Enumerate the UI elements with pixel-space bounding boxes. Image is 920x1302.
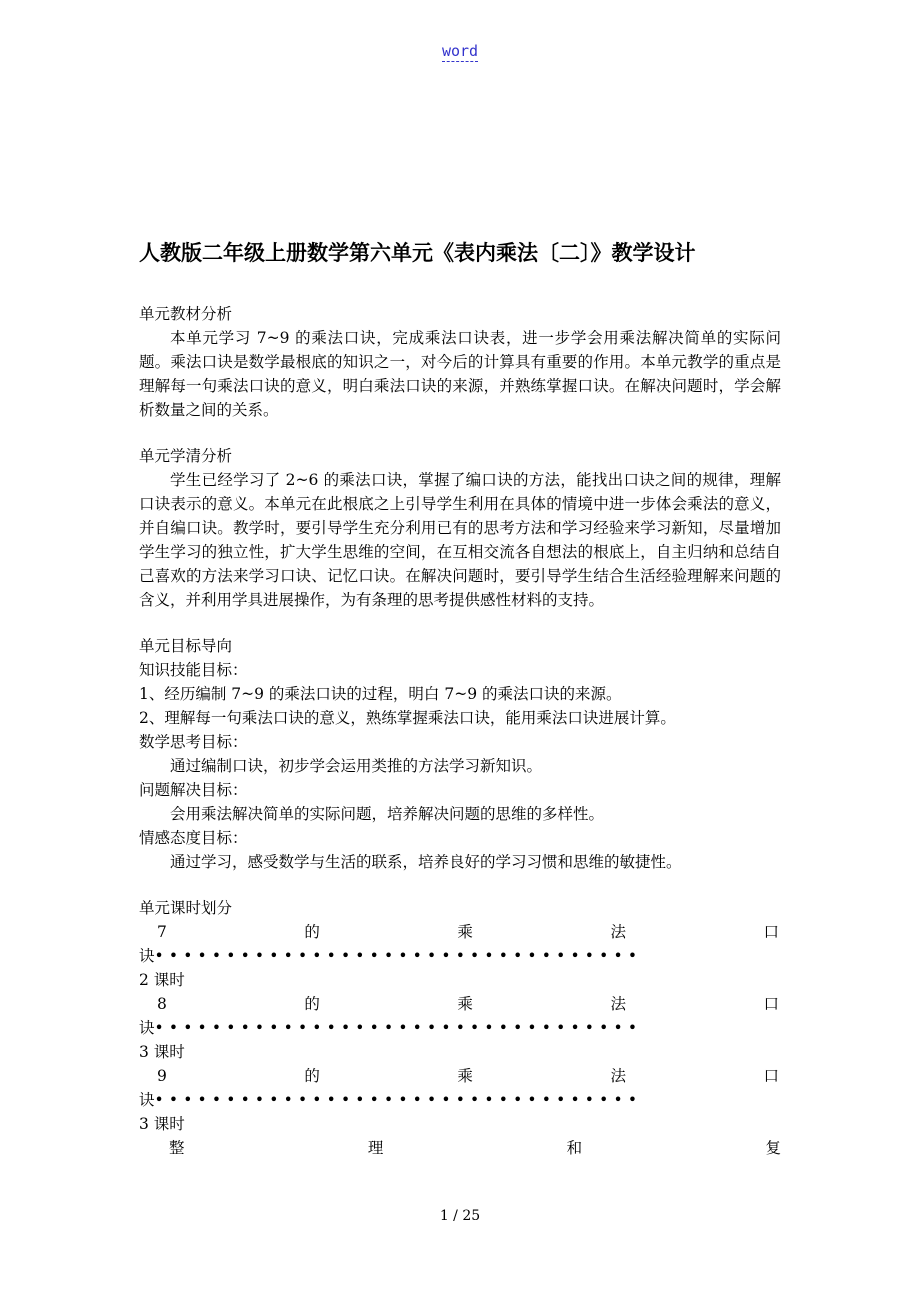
dot-leader: •••••••••••••••••••••••••••••••••• — [154, 947, 643, 965]
lesson-word: 的 — [304, 1067, 320, 1085]
section-schedule — [139, 896, 781, 1160]
section-paragraph — [139, 468, 781, 612]
lesson-leader-row — [139, 1088, 781, 1112]
lesson-word: 乘 — [457, 995, 473, 1013]
lesson-word: 的 — [304, 923, 320, 941]
problem-goal-heading: 问题解决目标： — [139, 781, 248, 799]
section-material-analysis — [139, 302, 781, 422]
lesson-word-tail: 诀 — [139, 947, 155, 965]
lesson-number: 8 — [157, 995, 167, 1013]
lesson-title-row — [139, 992, 781, 1016]
knowledge-goal-heading: 知识技能目标： — [139, 661, 248, 679]
review-word: 整 — [169, 1139, 185, 1157]
lesson-word: 法 — [610, 923, 626, 941]
review-word: 理 — [367, 1139, 384, 1157]
lesson-word-tail: 诀 — [139, 1091, 155, 1109]
lesson-title-row — [139, 920, 781, 944]
lesson-leader-row — [139, 944, 781, 968]
lesson-hours: 2 课时 — [139, 971, 185, 989]
section-heading: 单元课时划分 — [139, 899, 233, 917]
review-lesson-row — [139, 1136, 781, 1160]
dot-leader: •••••••••••••••••••••••••••••••••• — [154, 1091, 643, 1109]
lesson-hours: 3 课时 — [139, 1043, 185, 1061]
problem-goal-text: 会用乘法解决简单的实际问题，培养解决问题的思维的多样性。 — [170, 805, 605, 823]
lesson-title-row — [139, 1064, 781, 1088]
document-title: 人教版二年级上册数学第六单元《表内乘法〔二〕》教学设计 — [139, 240, 696, 265]
page-number: 1 / 25 — [439, 1208, 481, 1224]
review-word: 和 — [566, 1139, 583, 1157]
dot-leader: •••••••••••••••••••••••••••••••••• — [154, 1019, 643, 1037]
lesson-word: 的 — [304, 995, 320, 1013]
thinking-goal-heading: 数学思考目标： — [139, 733, 248, 751]
lesson-word: 乘 — [457, 923, 473, 941]
section-student-analysis — [139, 444, 781, 612]
attitude-goal-text: 通过学习，感受数学与生活的联系，培养良好的学习习惯和思维的敏捷性。 — [170, 853, 682, 871]
document-body — [139, 238, 781, 1182]
thinking-goal-text: 通过编制口诀，初步学会运用类推的方法学习新知识。 — [170, 757, 543, 775]
lesson-hours: 3 课时 — [139, 1115, 185, 1133]
section-paragraph — [139, 326, 781, 422]
lesson-entry — [139, 920, 781, 992]
knowledge-goal-item: 2、理解每一句乘法口诀的意义，熟练掌握乘法口诀，能用乘法口诀进展计算。 — [139, 709, 676, 727]
lesson-word-tail: 诀 — [139, 1019, 155, 1037]
lesson-word: 口 — [763, 995, 779, 1013]
lesson-leader-row — [139, 1016, 781, 1040]
lesson-entry — [139, 992, 781, 1064]
paragraph-text: 学生已经学习了 2~6 的乘法口诀，掌握了编口诀的方法，能找出口诀之间的规律，理解口诀表示的意义。本单元在此根底之上引导学生利用在具体的情境中进一步体会乘法的意义，并自编口诀。教学时，要引导学生充分利用已有的思考方法和学习经验来学习新知，尽量增加学生学习的独立性，扩大学生思维的空间，在互相交流各自想法的根底上，自主归纳和总结自己喜欢的方法来学习口诀、记忆口诀。在解决问题时，要引导学生结合生活经验理解来问题的含义，并利用学具进展操作，为有条理的思考提供感性材料的支持。 — [139, 471, 781, 609]
section-heading: 单元目标导向 — [139, 637, 233, 655]
knowledge-goal-item: 1、经历编制 7~9 的乘法口诀的过程，明白 7~9 的乘法口诀的来源。 — [139, 685, 622, 703]
section-goals — [139, 634, 781, 874]
lesson-number: 9 — [157, 1067, 167, 1085]
section-heading: 单元学清分析 — [139, 447, 233, 465]
header-word-text[interactable]: word — [441, 42, 479, 60]
attitude-goal-heading: 情感态度目标： — [139, 829, 248, 847]
paragraph-text: 本单元学习 7~9 的乘法口诀，完成乘法口诀表，进一步学会用乘法解决简单的实际问题。乘法口诀是数学最根底的知识之一，对今后的计算具有重要的作用。本单元教学的重点是理解每一句乘法口诀的意义，明白乘法口诀的来源，并熟练掌握口诀。在解决问题时，学会解析数量之间的关系。 — [139, 329, 781, 419]
lesson-word: 法 — [610, 1067, 626, 1085]
lesson-word: 口 — [763, 1067, 779, 1085]
lesson-word: 法 — [610, 995, 626, 1013]
review-word: 复 — [765, 1139, 781, 1157]
header-word-link[interactable] — [0, 42, 920, 60]
lesson-word: 乘 — [457, 1067, 473, 1085]
lesson-word: 口 — [763, 923, 779, 941]
lesson-entry — [139, 1064, 781, 1136]
lesson-number: 7 — [157, 923, 167, 941]
section-heading: 单元教材分析 — [139, 305, 233, 323]
